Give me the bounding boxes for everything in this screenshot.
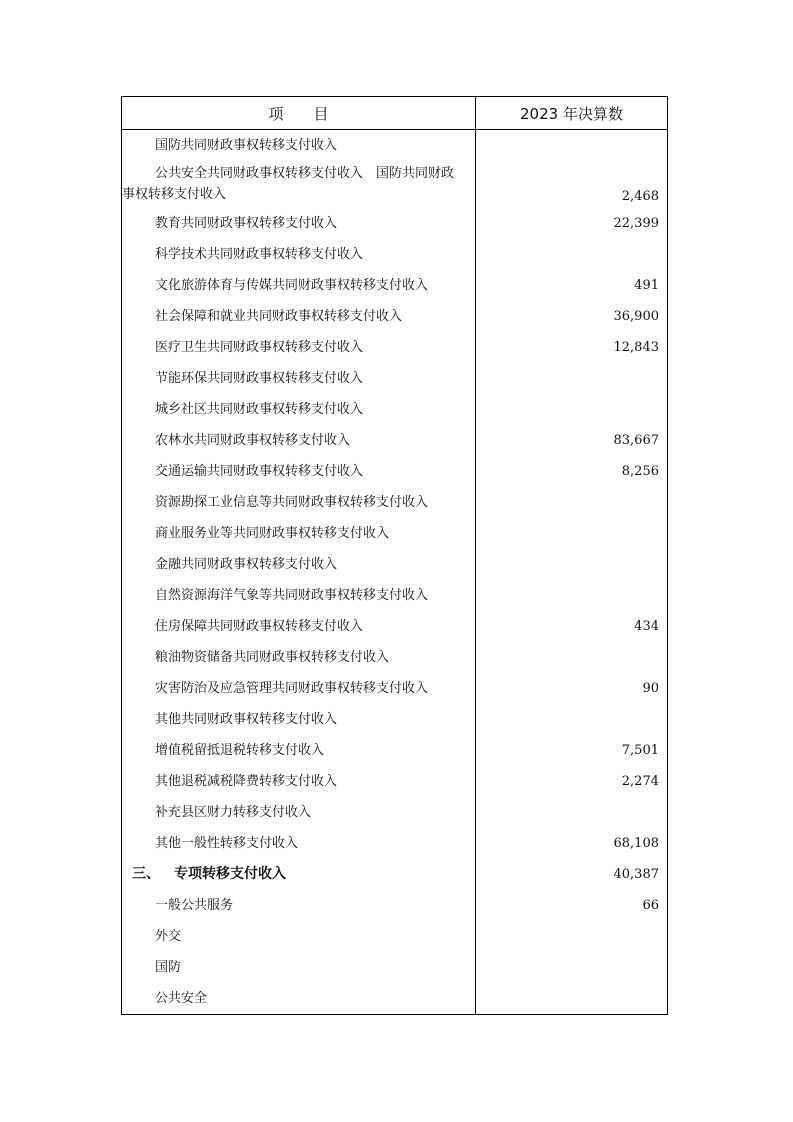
table-row — [122, 952, 668, 983]
section-heading — [122, 859, 476, 890]
row-amount: 491 — [476, 270, 668, 301]
row-name: 医疗卫生共同财政事权转移支付收入 — [122, 332, 476, 363]
table-row — [122, 332, 668, 363]
row-name: 外交 — [122, 921, 476, 952]
table-row — [122, 797, 668, 828]
table-row — [122, 160, 668, 208]
row-name: 其他一般性转移支付收入 — [122, 828, 476, 859]
row-amount: 2,468 — [476, 160, 668, 208]
table-row — [122, 983, 668, 1015]
row-amount: 83,667 — [476, 425, 668, 456]
table-row — [122, 704, 668, 735]
table-row — [122, 735, 668, 766]
row-name: 节能环保共同财政事权转移支付收入 — [122, 363, 476, 394]
row-name: 文化旅游体育与传媒共同财政事权转移支付收入 — [122, 270, 476, 301]
header-amount: 2023 年决算数 — [476, 97, 668, 130]
row-amount — [476, 239, 668, 270]
table-row — [122, 301, 668, 332]
row-amount: 66 — [476, 890, 668, 921]
row-amount — [476, 580, 668, 611]
row-name: 灾害防治及应急管理共同财政事权转移支付收入 — [122, 673, 476, 704]
row-amount: 12,843 — [476, 332, 668, 363]
row-amount — [476, 921, 668, 952]
row-name: 补充县区财力转移支付收入 — [122, 797, 476, 828]
row-name: 城乡社区共同财政事权转移支付收入 — [122, 394, 476, 425]
row-amount — [476, 983, 668, 1015]
table-row — [122, 518, 668, 549]
table-row — [122, 766, 668, 797]
table-row — [122, 130, 668, 161]
table-row — [122, 363, 668, 394]
budget-table — [121, 96, 668, 1015]
table-row — [122, 549, 668, 580]
row-name: 教育共同财政事权转移支付收入 — [122, 208, 476, 239]
row-amount: 8,256 — [476, 456, 668, 487]
row-amount: 2,274 — [476, 766, 668, 797]
row-name: 公共安全共同财政事权转移支付收入 国防共同财政事权转移支付收入 — [122, 160, 476, 208]
row-amount — [476, 363, 668, 394]
table-row — [122, 890, 668, 921]
section-heading-row — [122, 859, 668, 890]
row-name: 其他退税减税降费转移支付收入 — [122, 766, 476, 797]
row-amount: 90 — [476, 673, 668, 704]
table-row — [122, 425, 668, 456]
row-name: 金融共同财政事权转移支付收入 — [122, 549, 476, 580]
table-row — [122, 270, 668, 301]
table-header-row — [122, 97, 668, 130]
table-row — [122, 642, 668, 673]
table-row — [122, 239, 668, 270]
table-row — [122, 921, 668, 952]
row-name: 增值税留抵退税转移支付收入 — [122, 735, 476, 766]
row-amount — [476, 704, 668, 735]
row-name: 交通运输共同财政事权转移支付收入 — [122, 456, 476, 487]
row-amount — [476, 797, 668, 828]
section-title: 专项转移支付收入 — [174, 866, 286, 882]
table-row — [122, 611, 668, 642]
table-row — [122, 828, 668, 859]
row-amount: 22,399 — [476, 208, 668, 239]
row-amount — [476, 549, 668, 580]
row-amount: 7,501 — [476, 735, 668, 766]
row-amount: 40,387 — [476, 859, 668, 890]
row-amount — [476, 487, 668, 518]
row-amount — [476, 130, 668, 161]
row-amount: 434 — [476, 611, 668, 642]
row-amount: 68,108 — [476, 828, 668, 859]
row-amount — [476, 518, 668, 549]
table-row — [122, 487, 668, 518]
row-name: 资源勘探工业信息等共同财政事权转移支付收入 — [122, 487, 476, 518]
table-row — [122, 673, 668, 704]
row-name: 自然资源海洋气象等共同财政事权转移支付收入 — [122, 580, 476, 611]
row-name: 农林水共同财政事权转移支付收入 — [122, 425, 476, 456]
row-name: 一般公共服务 — [122, 890, 476, 921]
section-number: 三、 — [132, 866, 160, 882]
row-name: 社会保障和就业共同财政事权转移支付收入 — [122, 301, 476, 332]
table-row — [122, 456, 668, 487]
row-name: 国防共同财政事权转移支付收入 — [122, 130, 476, 161]
row-name: 住房保障共同财政事权转移支付收入 — [122, 611, 476, 642]
header-item: 项 目 — [122, 97, 476, 130]
row-name: 商业服务业等共同财政事权转移支付收入 — [122, 518, 476, 549]
table-row — [122, 580, 668, 611]
row-amount — [476, 952, 668, 983]
row-amount: 36,900 — [476, 301, 668, 332]
row-amount — [476, 394, 668, 425]
row-name: 国防 — [122, 952, 476, 983]
row-name: 科学技术共同财政事权转移支付收入 — [122, 239, 476, 270]
row-amount — [476, 642, 668, 673]
table-row — [122, 208, 668, 239]
row-name: 粮油物资储备共同财政事权转移支付收入 — [122, 642, 476, 673]
row-name: 其他共同财政事权转移支付收入 — [122, 704, 476, 735]
row-name: 公共安全 — [122, 983, 476, 1015]
table-row — [122, 394, 668, 425]
